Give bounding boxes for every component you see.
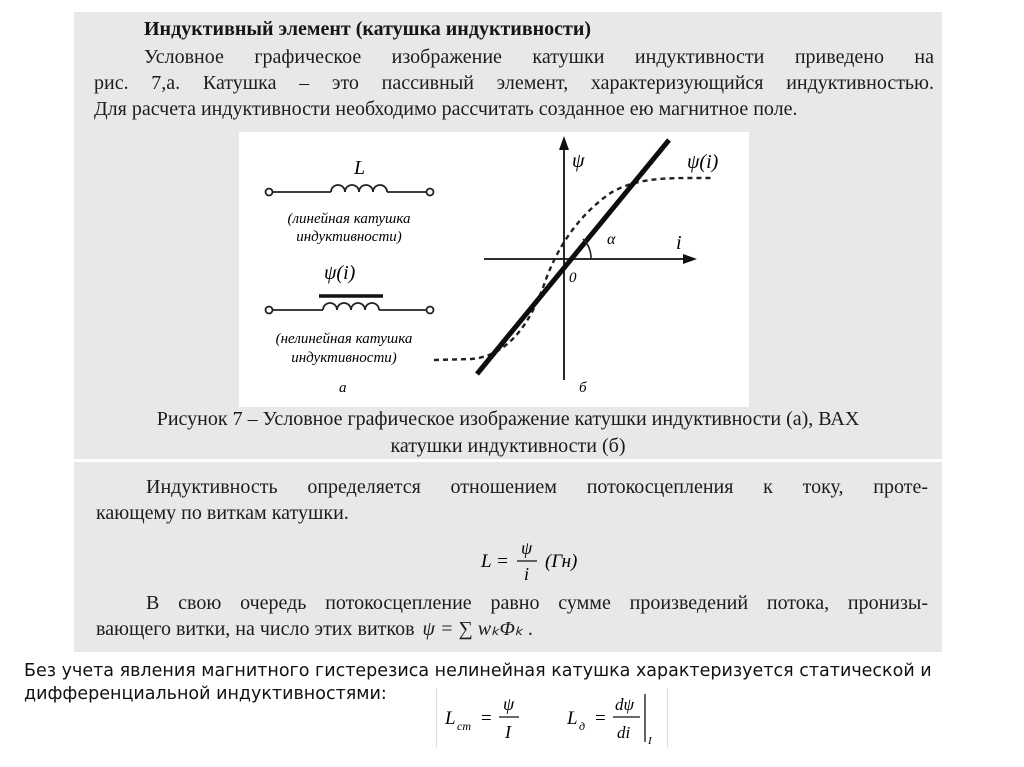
intro-line: Для расчета индуктивности необходимо рассчитать созданное ею магнитное поле. bbox=[94, 98, 798, 120]
static-numerator: ψ bbox=[503, 694, 515, 714]
diff-eval-subscript: I bbox=[648, 735, 652, 747]
paragraph-line: кающему по виткам катушки. bbox=[96, 502, 349, 524]
scanned-page bbox=[74, 12, 942, 652]
paragraph-line: В свою очередь потокосцепление равно сумме произведений потока, пронизы- bbox=[146, 592, 928, 614]
scan-separator bbox=[74, 459, 942, 462]
psi-axis-label: ψ bbox=[572, 150, 585, 172]
figure-caption bbox=[74, 406, 942, 460]
flux-linkage-paragraph bbox=[96, 590, 928, 642]
inductance-formula bbox=[479, 536, 619, 592]
nonlinear-coil-label-line: индуктивности) bbox=[291, 350, 397, 366]
nonlinear-coil-symbol-label: ψ(i) bbox=[324, 262, 356, 284]
diff-lhs: L bbox=[567, 708, 578, 729]
diff-equals: = bbox=[595, 708, 606, 729]
linear-coil-label-line: индуктивности) bbox=[296, 229, 402, 245]
caption-line: катушки индуктивности (б) bbox=[390, 435, 626, 457]
inductance-paragraph bbox=[96, 474, 928, 526]
static-equals: = bbox=[481, 708, 492, 729]
linear-coil-symbol bbox=[266, 185, 434, 196]
static-lhs: L bbox=[445, 708, 456, 729]
nonlinear-coil-symbol bbox=[266, 296, 434, 314]
static-inductance-formula bbox=[444, 694, 519, 742]
nonlinear-coil-label-line: (нелинейная катушка bbox=[275, 331, 413, 347]
figure-7 bbox=[239, 132, 749, 407]
paragraph-text: вающего витки, на число этих витков bbox=[96, 618, 415, 640]
caption-line: Рисунок 7 – Условное графическое изображение катушки индуктивности (а), ВАХ bbox=[156, 408, 860, 430]
section-heading: Индуктивный элемент (катушка индуктивности) bbox=[144, 18, 592, 40]
static-denominator: I bbox=[505, 722, 511, 742]
formula-unit: (Гн) bbox=[545, 551, 578, 572]
diff-lhs-subscript: д bbox=[579, 719, 586, 733]
linear-coil-symbol-label: L bbox=[354, 157, 366, 179]
intro-paragraph bbox=[94, 44, 934, 122]
intro-line: рис. 7,а. Катушка – это пассивный элемент, характеризующийся индуктивностью. bbox=[94, 72, 934, 94]
nonlinear-characteristic-curve bbox=[434, 178, 711, 360]
origin-label: 0 bbox=[569, 270, 577, 286]
current-axis-label: i bbox=[676, 232, 682, 254]
linear-characteristic-line bbox=[477, 140, 669, 374]
formula-numerator: ψ bbox=[521, 538, 533, 558]
formula-denominator: i bbox=[524, 564, 530, 584]
static-lhs-subscript: ст bbox=[457, 719, 471, 733]
hysteresis-note: Без учета явления магнитного гистерезиса нелинейная катушка характеризуется статической и дифференциальной индуктивностями: bbox=[24, 661, 932, 704]
subfigure-a-label: а bbox=[339, 380, 347, 396]
subfigure-b-label: б bbox=[579, 380, 587, 396]
diff-numerator: dψ bbox=[615, 695, 635, 714]
formula-lhs: L = bbox=[481, 551, 509, 572]
linear-coil-label-line: (линейная катушка bbox=[287, 211, 411, 227]
angle-label: α bbox=[607, 231, 616, 248]
figure-7-drawing bbox=[239, 132, 749, 407]
differential-inductance-formula bbox=[566, 694, 653, 747]
diff-denominator: di bbox=[617, 723, 631, 742]
static-differential-inductance-formulas bbox=[436, 688, 668, 748]
paragraph-line bbox=[96, 616, 928, 642]
intro-line: Условное графическое изображение катушки индуктивности приведено на bbox=[144, 46, 934, 68]
flux-linkage-formula: ψ = ∑ wₖΦₖ . bbox=[422, 618, 534, 640]
paragraph-line: Индуктивность определяется отношением потокосцепления к току, проте- bbox=[146, 476, 928, 498]
curve-label: ψ(i) bbox=[687, 151, 719, 173]
